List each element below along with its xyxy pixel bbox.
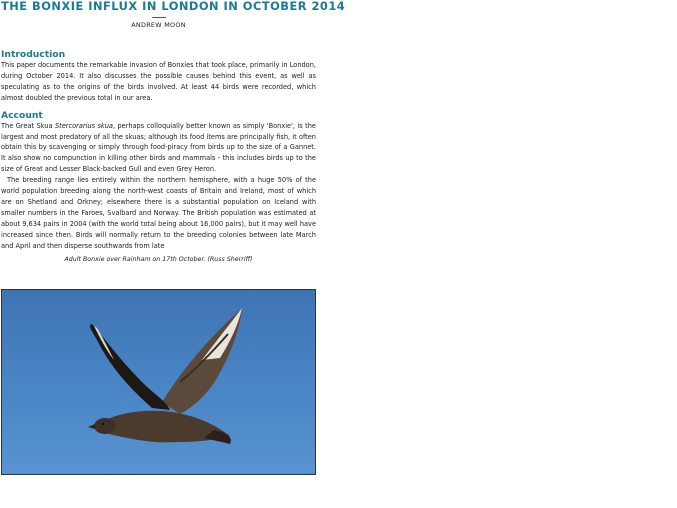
title-divider	[152, 17, 166, 18]
account-p1-start: The Great Skua	[1, 121, 55, 130]
introduction-paragraph: This paper documents the remarkable invasion of Bonxies that took place, primarily in London, during October 2014. It also discusses the possible causes behind this event, as well as speculating as to the origins of the birds involved. At least 44 birds were recorded, which almost doubled the previous total in our area.	[1, 61, 316, 102]
bonxie-illustration	[2, 290, 315, 474]
account-paragraph-2: The breeding range lies entirely within the northern hemisphere, with a huge 50% of the world population breeding along the north-west coasts of Britain and Ireland, most of which are on Shetland and Orkney; elsewhere there is a substantial population on Iceland with smaller numbers in the Faroes, Svalbard and Norway. The British population was estimated at about 9,634 pairs in 2004 (with the world total being about 16,000 pairs), but it may well have increased since then. Birds will normally return to the breeding colonies between late March and April and then disperse southwards from late	[1, 176, 316, 250]
figure-caption: Adult Bonxie over Rainham on 17th October. (Russ Sherriff)	[64, 255, 253, 263]
author-name: ANDREW MOON	[131, 21, 186, 29]
species-name: Stercorarius skua	[54, 121, 113, 130]
account-heading: Account	[1, 109, 43, 121]
account-paragraph-1	[1, 121, 316, 176]
account-p1-end: , perhaps colloquially better known as simply 'Bonxie', is the largest and most predatory of all the skuas; although its food items are principally fish, it often obtain this by scavenging or simply through food-piracy from birds up to the size of a Gannet. It also show no compunction in killing other birds and mammals - this includes birds up to the size of Great and Lesser Black-backed Gull and even Grey Heron.	[1, 121, 316, 174]
introduction-heading: Introduction	[1, 49, 66, 60]
bonxie-photo	[1, 289, 316, 475]
article-column	[1, 0, 346, 264]
article-title: THE BONXIE INFLUX IN LONDON IN OCTOBER 2014	[1, 0, 346, 13]
